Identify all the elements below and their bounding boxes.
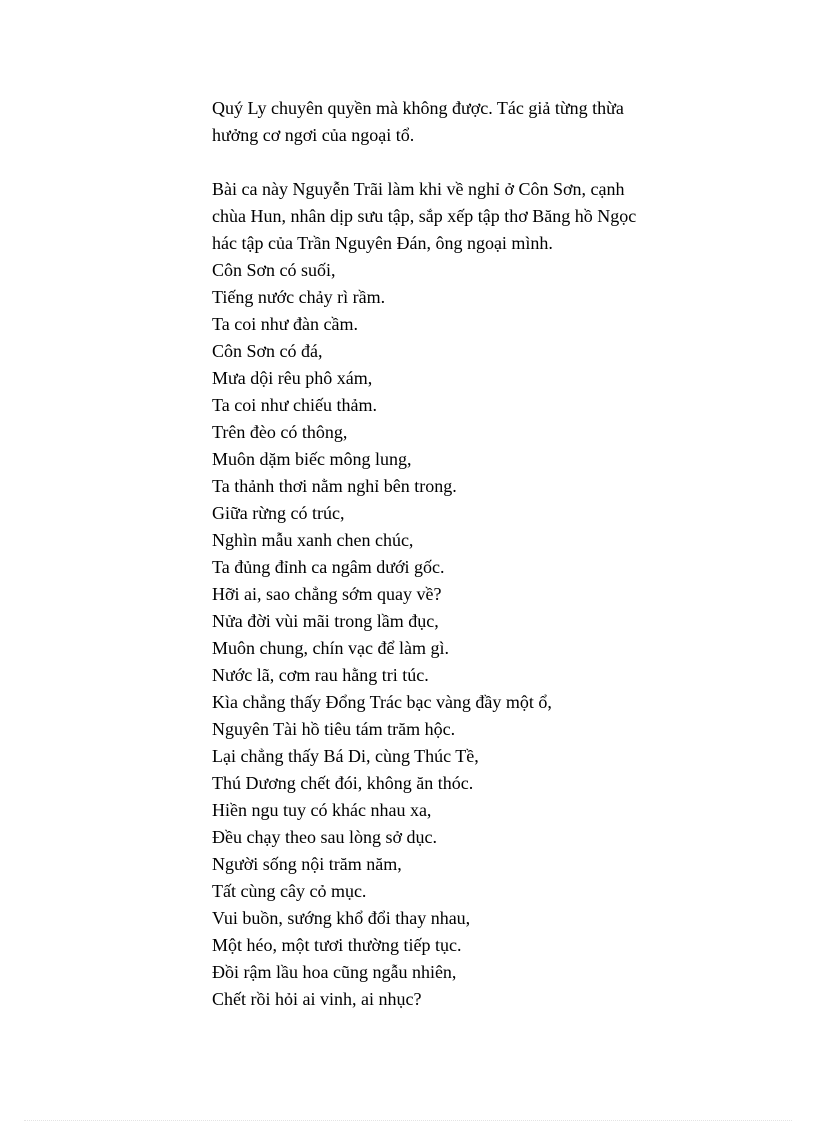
intro-line: hưởng cơ ngơi của ngoại tổ. xyxy=(212,125,415,145)
poem-line: Nguyên Tài hồ tiêu tám trăm hộc. xyxy=(212,719,456,739)
poem-line: Đều chạy theo sau lòng sở dục. xyxy=(212,827,437,847)
context-line: Bài ca này Nguyễn Trãi làm khi về nghỉ ở Côn Sơn, cạnh xyxy=(212,179,625,199)
poem-line: Thú Dương chết đói, không ăn thóc. xyxy=(212,773,474,793)
poem-line: Mưa dội rêu phô xám, xyxy=(212,368,373,388)
poem-line: Hiền ngu tuy có khác nhau xa, xyxy=(212,800,432,820)
poem-line: Kìa chẳng thấy Đổng Trác bạc vàng đầy một ổ, xyxy=(212,692,552,712)
paragraph-spacer xyxy=(212,149,682,176)
intro-line: Quý Ly chuyên quyền mà không được. Tác giả từng thừa xyxy=(212,98,624,118)
poem xyxy=(212,257,682,1013)
poem-line: Côn Sơn có suối, xyxy=(212,260,336,280)
poem-line: Lại chẳng thấy Bá Di, cùng Thúc Tề, xyxy=(212,746,479,766)
poem-line: Nước lã, cơm rau hằng tri túc. xyxy=(212,665,429,685)
context-line: hác tập của Trần Nguyên Đán, ông ngoại mình. xyxy=(212,233,553,253)
poem-line: Ta coi như đàn cầm. xyxy=(212,314,358,334)
intro-paragraph xyxy=(212,95,682,149)
poem-line: Hỡi ai, sao chẳng sớm quay về? xyxy=(212,584,442,604)
poem-line: Chết rồi hỏi ai vinh, ai nhục? xyxy=(212,989,422,1009)
poem-line: Muôn dặm biếc mông lung, xyxy=(212,449,412,469)
poem-line: Giữa rừng có trúc, xyxy=(212,503,345,523)
poem-line: Muôn chung, chín vạc để làm gì. xyxy=(212,638,449,658)
poem-line: Nghìn mẫu xanh chen chúc, xyxy=(212,530,414,550)
poem-line: Trên đèo có thông, xyxy=(212,422,348,442)
poem-line: Tất cùng cây cỏ mục. xyxy=(212,881,367,901)
poem-line: Vui buồn, sướng khổ đổi thay nhau, xyxy=(212,908,471,928)
poem-line: Một héo, một tươi thường tiếp tục. xyxy=(212,935,462,955)
context-paragraph xyxy=(212,176,682,257)
poem-line: Ta coi như chiếu thảm. xyxy=(212,395,377,415)
poem-line: Đồi rậm lầu hoa cũng ngẫu nhiên, xyxy=(212,962,457,982)
poem-line: Nửa đời vùi mãi trong lầm đục, xyxy=(212,611,439,631)
poem-line: Tiếng nước chảy rì rầm. xyxy=(212,287,386,307)
poem-line: Côn Sơn có đá, xyxy=(212,341,323,361)
poem-line: Ta thảnh thơi nằm nghỉ bên trong. xyxy=(212,476,457,496)
page-edge-divider xyxy=(24,1120,792,1121)
poem-line: Ta đủng đỉnh ca ngâm dưới gốc. xyxy=(212,557,445,577)
poem-line: Người sống nội trăm năm, xyxy=(212,854,402,874)
context-line: chùa Hun, nhân dịp sưu tập, sắp xếp tập thơ Băng hồ Ngọc xyxy=(212,206,637,226)
document-body xyxy=(212,95,682,1013)
